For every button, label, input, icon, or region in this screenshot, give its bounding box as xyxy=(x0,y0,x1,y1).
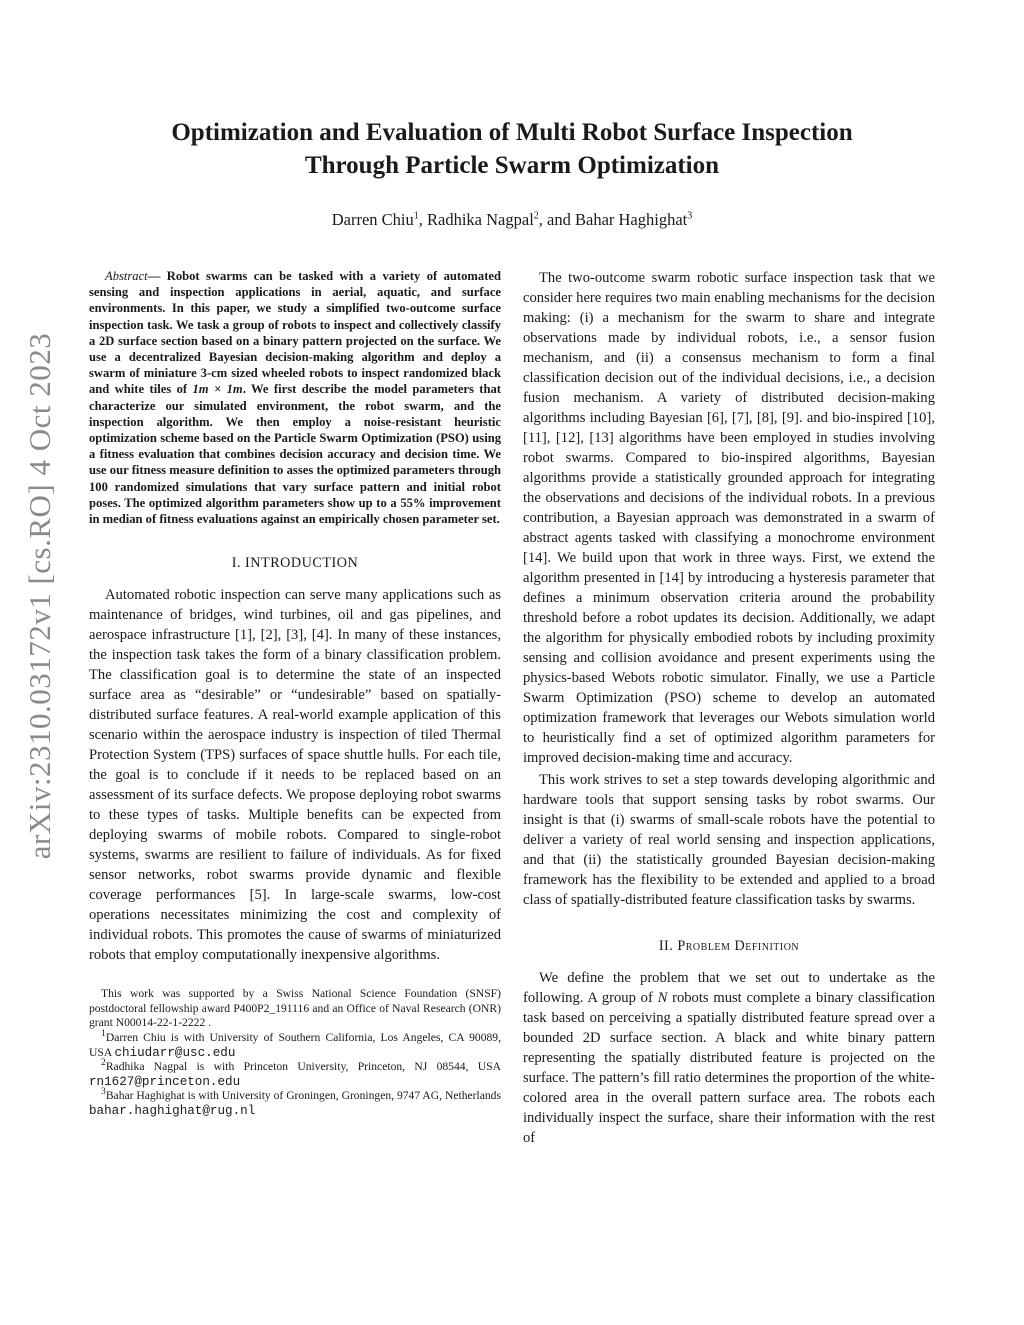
left-column xyxy=(89,268,501,1119)
footnote-1 xyxy=(89,1028,501,1060)
email-link-chiu[interactable]: chiudarr@usc.edu xyxy=(114,1045,236,1060)
abstract-text-2: . We first describe the model parameters that characterize our simulated environment, the robot swarm, and the inspection algorithm. We then employ a noise-resistant heuristic optimization scheme based on the Particle Swarm Optimization (PSO) using a fitness evaluation that combines decision accuracy and decision time. We use our fitness measure definition to asses the optimized parameters through 100 randomized simulations that vary surface pattern and initial robot poses. The optimized algorithm parameters show up to a 55% improvement in median of fitness evaluations against an empirically chosen parameter set. xyxy=(89,382,501,527)
intro-paragraph-2: The two-outcome swarm robotic surface inspection task that we consider here requires two main enabling mechanisms for the decision making: (i) a mechanism for the swarm to share and integrate observations made by individual robots, i.e., a sensor fusion mechanism, and (ii) a consensus mechanism to form a final classification decision out of the individual decisions, i.e., a decision fusion mechanism. A variety of distributed decision-making algorithms including Bayesian [6], [7], [8], [9]. and bio-inspired [10], [11], [12], [13] algorithms have been employed in studies involving robot swarms. Compared to bio-inspired algorithms, Bayesian algorithms provide a statistically grounded approach for integrating the observations and decisions of the individual robots. In a previous contribution, a Bayesian approach was demonstrated in a swarm of abstract agents tasked with classifying a monochrome environment [14]. We build upon that work in three ways. First, we extend the algorithm presented in [14] by introducing a hysteresis parameter that defines a minimum observation criteria around the probability threshold before a robot updates its decision. Additionally, we adapt the algorithm for physically embodied robots by including proximity sensing and collision avoidance and present experiments using the physics-based Webots robotic simulator. Finally, we use a Particle Swarm Optimization (PSO) scheme to develop an automated optimization framework that leverages our Webots simulation world to heuristically find a set of optimized algorithm parameters for improved decision-making time and accuracy. xyxy=(523,270,935,766)
section-heading-problem-definition: II. Problem Definition xyxy=(658,938,800,954)
author-separator: , xyxy=(418,210,428,229)
problem-paragraph-1 xyxy=(523,968,935,1148)
author-3-affiliation: 3 xyxy=(687,210,693,222)
title-line-2: Through Particle Swarm Optimization xyxy=(304,152,720,179)
problem-text-1: We define the problem that we set out to undertake as the following. A group of xyxy=(523,970,935,1006)
title-line-1: Optimization and Evaluation of Multi Robot Surface Inspection xyxy=(171,119,853,146)
abstract-text-1: Robot swarms can be tasked with a variety of automated sensing and inspection applications in aerial, aquatic, and surface environments. In this paper, we study a simplified two-outcome surface inspection task. We task a group of robots to inspect and collectively classify a 2D surface section based on a binary pattern projected on the surface. We use a decentralized Bayesian decision-making algorithm and deploy a swarm of miniature 3-cm sized wheeled robots to inspect randomized black and white tiles of xyxy=(89,269,501,397)
paper-title xyxy=(90,116,934,182)
abstract-label: Abstract xyxy=(105,269,148,283)
footnote-3-text: Bahar Haghighat is with University of Groningen, Groningen, 9747 AG, Netherlands xyxy=(105,1089,501,1103)
footnote-1-text: Darren Chiu is with University of Southern California, Los Angeles, CA 90089, USA xyxy=(89,1031,501,1059)
footnote-1-marker: 1 xyxy=(101,1028,106,1040)
email-link-haghighat[interactable]: bahar.haghighat@rug.nl xyxy=(89,1104,256,1118)
abstract xyxy=(89,268,501,527)
funding-footnote: This work was supported by a Swiss National Science Foundation (SNSF) postdoctoral fellowship award P400P2_191116 and an Office of Naval Research (ONR) grant N00014-22-1-2222 . xyxy=(89,987,501,1030)
arxiv-sidebar xyxy=(0,0,80,1325)
abstract-math: 1m × 1m xyxy=(192,382,243,397)
footnote-3 xyxy=(89,1086,501,1118)
intro-paragraph-3: This work strives to set a step towards developing algorithmic and hardware tools that support sensing tasks by robot swarms. Our insight is that (i) swarms of small-scale robots have the potential to deliver a variety of real world sensing and inspection applications, and that (ii) the statistically grounded Bayesian decision-making framework has the flexibility to be extended and applied to a broad class of spatially-distributed feature classification tasks by swarms. xyxy=(523,772,935,908)
right-column xyxy=(523,268,935,1148)
author-1: Darren Chiu xyxy=(331,210,414,229)
author-1-affiliation: 1 xyxy=(413,210,419,222)
footnote-2-marker: 2 xyxy=(101,1057,106,1069)
section-heading-introduction: I. INTRODUCTION xyxy=(231,555,359,572)
footnotes xyxy=(89,987,501,1118)
author-2: Radhika Nagpal xyxy=(427,210,534,229)
footnote-3-marker: 3 xyxy=(101,1086,106,1098)
author-2-affiliation: 2 xyxy=(533,210,539,222)
footnote-2-text: Radhika Nagpal is with Princeton University, Princeton, NJ 08544, USA xyxy=(105,1060,501,1074)
arxiv-identifier: arXiv:2310.03172v1 [cs.RO] 4 Oct 2023 xyxy=(22,332,57,860)
author-separator: , and xyxy=(538,210,575,229)
author-list xyxy=(90,210,934,230)
problem-math-n: N xyxy=(657,990,668,1006)
email-link-nagpal[interactable]: rn1627@princeton.edu xyxy=(89,1074,241,1089)
author-3: Bahar Haghighat xyxy=(574,210,688,229)
intro-paragraph-1: Automated robotic inspection can serve many applications such as maintenance of bridges, wind turbines, oil and gas pipelines, and aerospace infrastructure [1], [2], [3], [4]. In many of these instances, the inspection task takes the form of a binary classification problem. The classification goal is to determine the state of an inspected surface area as “desirable” or “undesirable” based on spatially-distributed surface features. A real-world example application of this scenario within the aerospace industry is inspection of tiled Thermal Protection System (TPS) surfaces of space shuttle hulls. For each tile, the goal is to conclude if it needs to be replaced based on an assessment of its surface defects. We propose deploying robot swarms to these types of tasks. Multiple benefits can be expected from deploying swarms of mobile robots. Compared to single-robot systems, swarms are resilient to failure of individuals. As for fixed sensor networks, robot swarms provide dynamic and flexible coverage performances [5]. In large-scale swarms, low-cost operations necessitates minimizing the cost and complexity of individual robots. This promotes the cause of swarms of miniaturized robots that employ computationally inexpensive algorithms. xyxy=(89,587,501,964)
abstract-dash: — xyxy=(147,269,167,283)
footnote-2 xyxy=(89,1057,501,1089)
problem-text-2: robots must complete a binary classification task based on perceiving a spatially distributed feature spread over a bounded 2D surface section. A black and white binary pattern representing the spatially distributed feature is projected on the surface. The pattern’s fill ratio determines the proportion of the white-colored area in the overall pattern surface area. The robots each individually inspect the surface, share their information with the rest of xyxy=(523,990,936,1146)
